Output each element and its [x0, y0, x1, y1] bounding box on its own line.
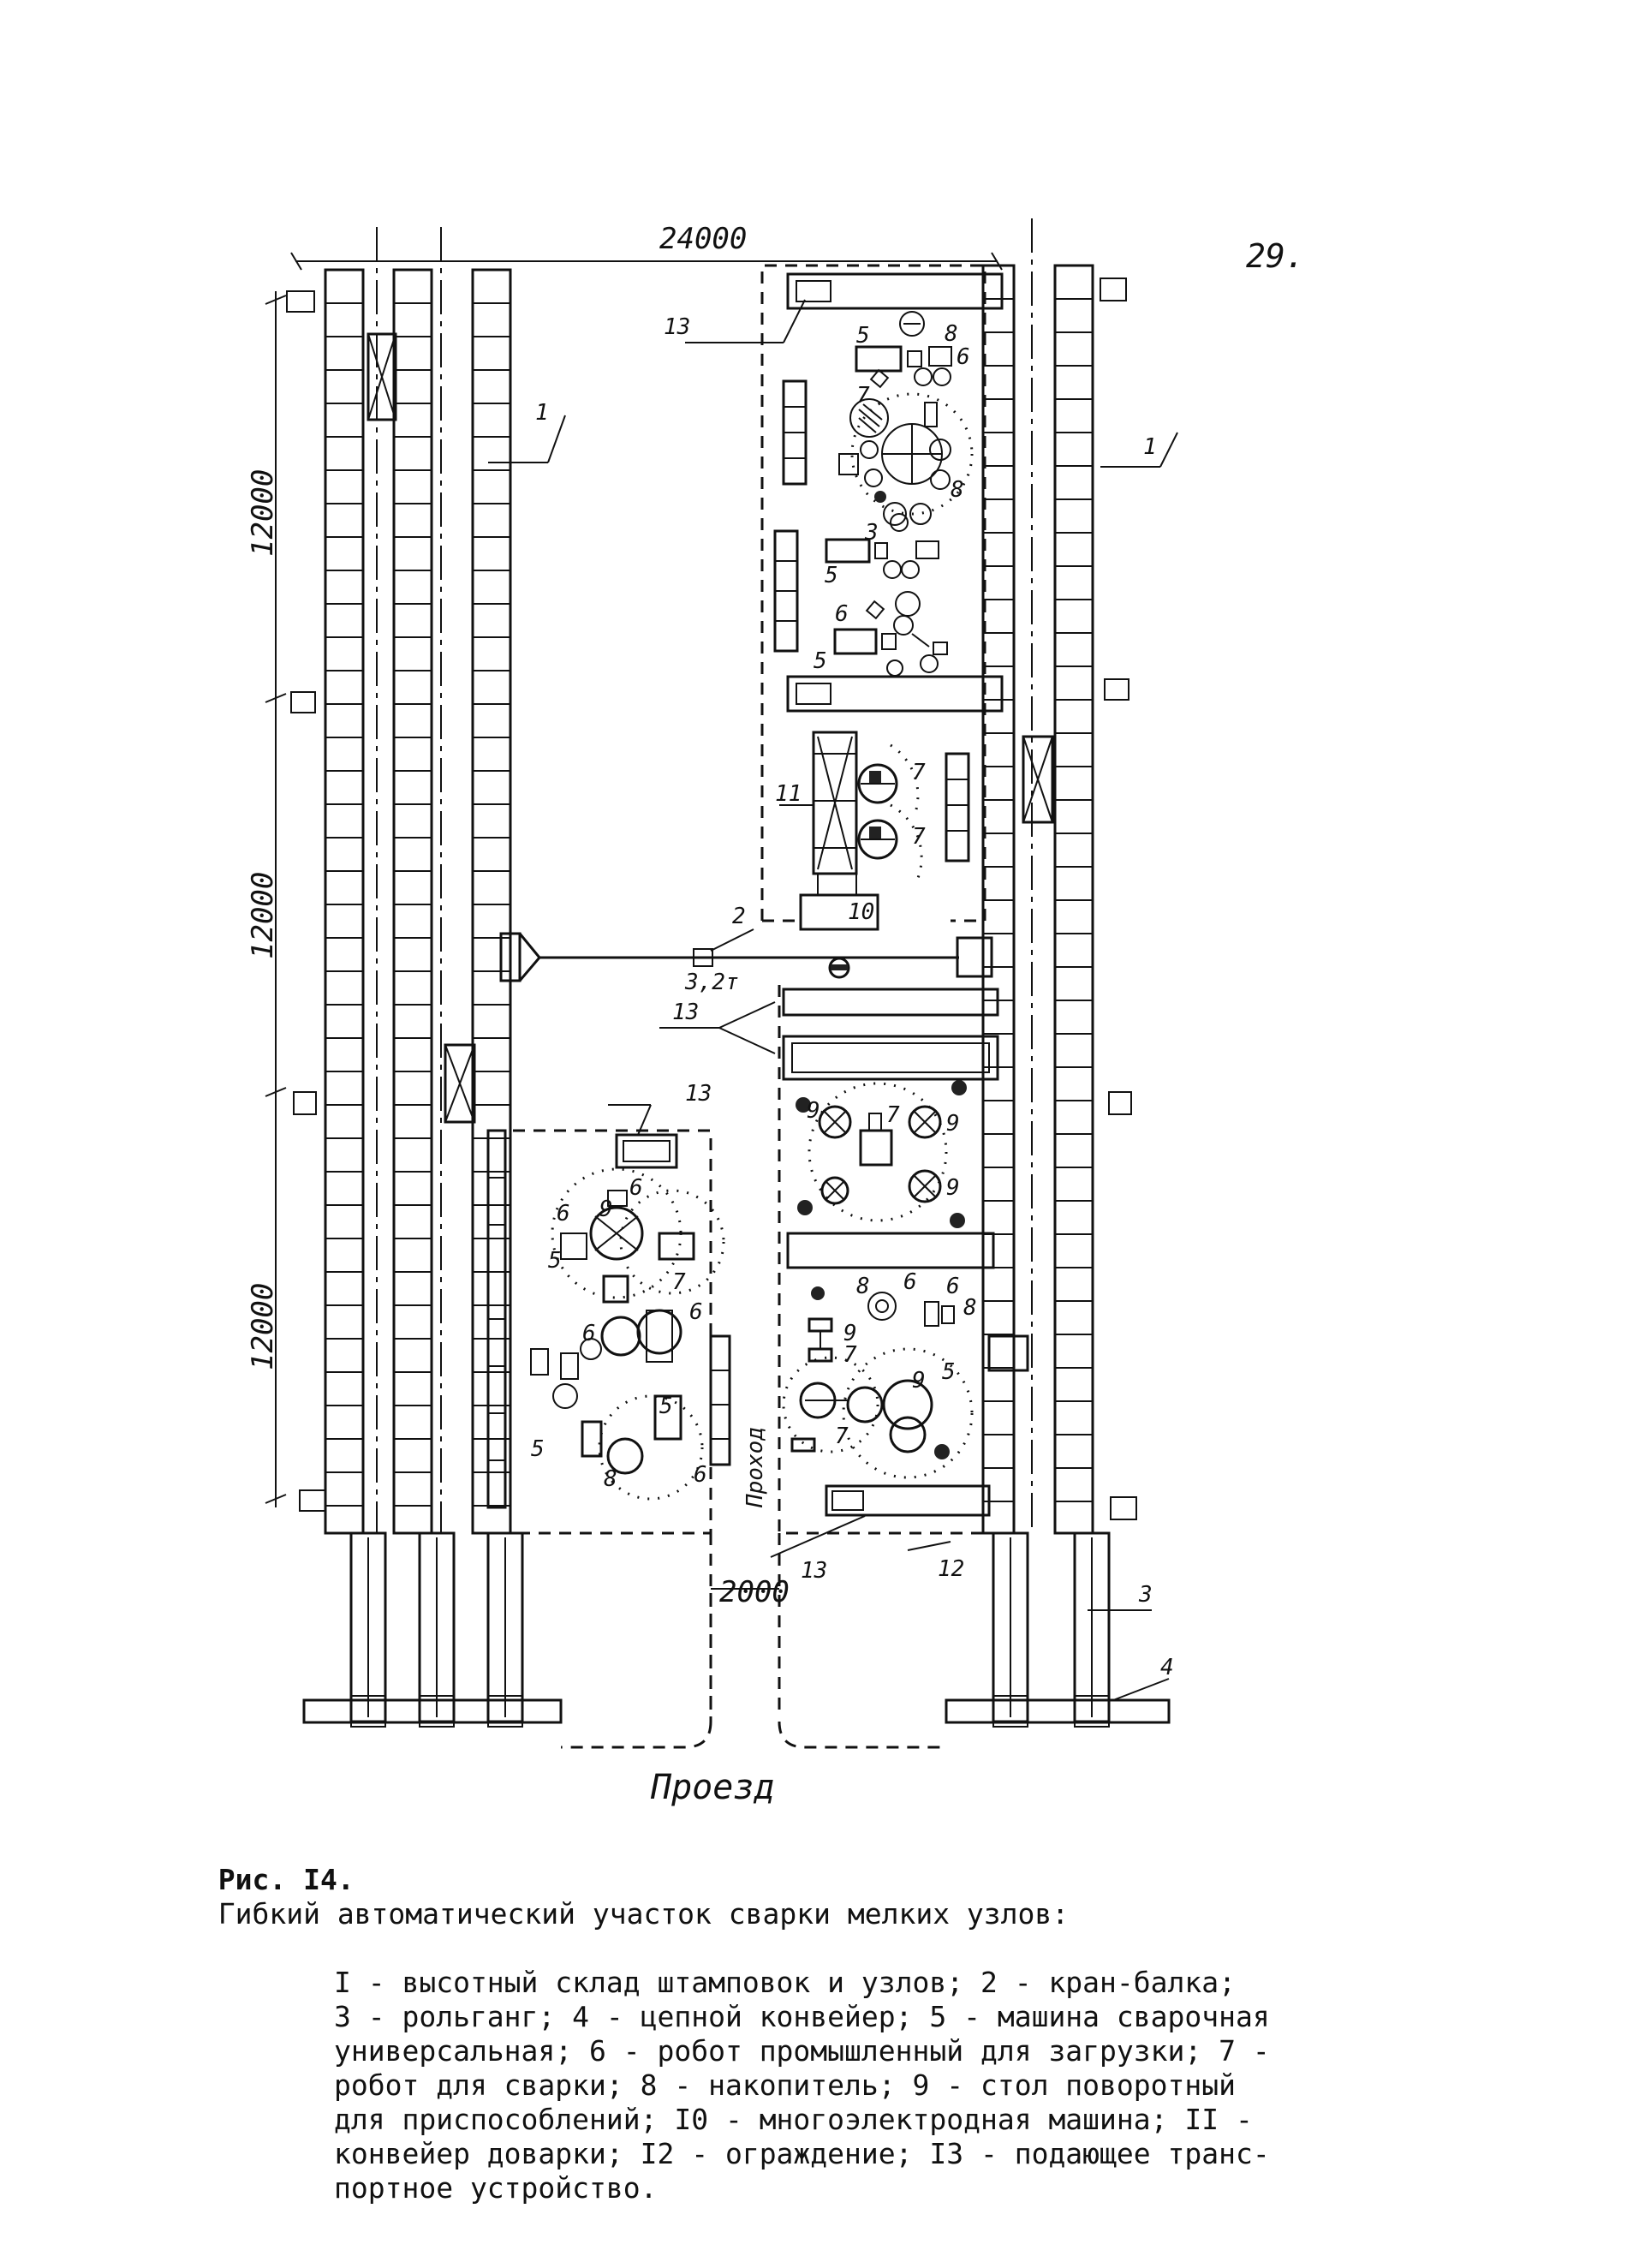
rack-column — [325, 270, 363, 1533]
svg-text:9: 9 — [946, 1111, 960, 1137]
svg-text:7: 7 — [843, 1342, 857, 1368]
svg-text:9: 9 — [946, 1175, 960, 1201]
left-stacker-rails — [368, 227, 474, 1533]
aisle-and-passage — [561, 1427, 946, 1807]
svg-text:7: 7 — [912, 824, 926, 850]
label-chain-conveyor: 4 — [1160, 1655, 1174, 1680]
svg-text:9: 9 — [843, 1321, 857, 1346]
svg-text:6: 6 — [946, 1274, 960, 1299]
mark-5b: 5 — [825, 563, 838, 588]
svg-text:5: 5 — [942, 1359, 956, 1385]
caption-legend: I - высотный склад штамповок и узлов; 2 - кран-балка; 3 - рольганг; 4 - цепной конвейер; 5 - машина сварочная универсальная; 6 - робот промышленный для загрузки; 7 - робот для сварки; 8 - накопитель; 9 - стол поворотный для приспособлений; I0 - многоэлектродная машина; II - конвейер доварки; I2 - ограждение; I3 - подающее транс- портное устройство. — [334, 1966, 1270, 2205]
svg-text:7: 7 — [886, 1102, 900, 1128]
svg-text:5: 5 — [531, 1436, 545, 1462]
svg-text:6: 6 — [582, 1321, 596, 1346]
label-welding-conveyor: 11 — [775, 781, 802, 807]
svg-text:5: 5 — [548, 1248, 562, 1274]
overall-dimension — [291, 222, 1002, 270]
svg-text:7: 7 — [672, 1269, 686, 1295]
roller-conveyors — [351, 1533, 1109, 1722]
mark-6a: 6 — [957, 344, 970, 370]
mark-5a: 5 — [856, 323, 870, 349]
figure-caption — [184, 1829, 1409, 2240]
label-feeder-middle: 13 — [672, 1000, 700, 1025]
vertical-dimension-chain — [246, 291, 286, 1507]
svg-text:9: 9 — [599, 1197, 613, 1222]
side-stack-1 — [775, 381, 806, 651]
svg-text:8: 8 — [963, 1295, 977, 1321]
label-crane-capacity: 3,2т — [685, 970, 739, 995]
label-warehouse-right: 1 — [1143, 434, 1157, 460]
section-1-dimension: 12000 — [246, 469, 280, 557]
label-multi-electrode: 10 — [848, 899, 875, 925]
svg-text:7: 7 — [835, 1423, 849, 1449]
svg-text:6: 6 — [903, 1269, 917, 1295]
svg-text:6: 6 — [689, 1299, 703, 1325]
crane-beam — [501, 904, 992, 995]
label-fence: 12 — [938, 1556, 965, 1582]
page-number: 29. — [1246, 237, 1305, 275]
label-warehouse-left: 1 — [535, 400, 549, 426]
label-roller-conveyor: 3 — [1139, 1582, 1153, 1608]
caption-figure-number: Рис. I4. — [218, 1863, 355, 1896]
label-crane: 2 — [732, 904, 746, 929]
lower-left-cell — [488, 1081, 730, 1533]
svg-text:9: 9 — [807, 1098, 820, 1124]
section-3-dimension: 12000 — [246, 1282, 280, 1370]
label-feeder-bottom: 13 — [801, 1558, 828, 1584]
mark-5c: 5 — [814, 648, 827, 674]
svg-text:5: 5 — [659, 1394, 673, 1419]
label-driveway: Проезд — [651, 1768, 775, 1807]
svg-text:9: 9 — [912, 1368, 926, 1394]
lower-right-cell — [659, 985, 1028, 1584]
passage-width-label: 2000 — [719, 1575, 790, 1609]
right-high-bay-warehouse — [983, 266, 1093, 1533]
svg-text:7: 7 — [912, 760, 926, 785]
upper-welding-cell — [664, 266, 1002, 977]
label-feeder-left-cell: 13 — [685, 1081, 712, 1107]
mark-6b: 6 — [835, 601, 849, 627]
mark-3a: 3 — [865, 520, 879, 546]
chain-conveyors — [304, 1696, 1169, 1727]
svg-text:6: 6 — [629, 1175, 643, 1201]
rack-column — [394, 270, 432, 1533]
caption-title: Гибкий автоматический участок сварки мелких узлов: — [218, 1897, 1070, 1931]
label-feeder-top: 13 — [664, 314, 691, 340]
mark-8b: 8 — [951, 477, 964, 503]
mark-8a: 8 — [945, 321, 958, 347]
label-aisle: Проход — [742, 1427, 768, 1507]
overall-width-label: 24000 — [659, 222, 748, 256]
svg-text:8: 8 — [856, 1274, 870, 1299]
left-high-bay-warehouse — [325, 270, 510, 1533]
svg-text:8: 8 — [604, 1466, 617, 1492]
mark-7a: 7 — [856, 383, 870, 409]
section-2-dimension: 12000 — [246, 871, 280, 959]
svg-text:6: 6 — [557, 1201, 570, 1227]
svg-text:6: 6 — [694, 1462, 707, 1488]
